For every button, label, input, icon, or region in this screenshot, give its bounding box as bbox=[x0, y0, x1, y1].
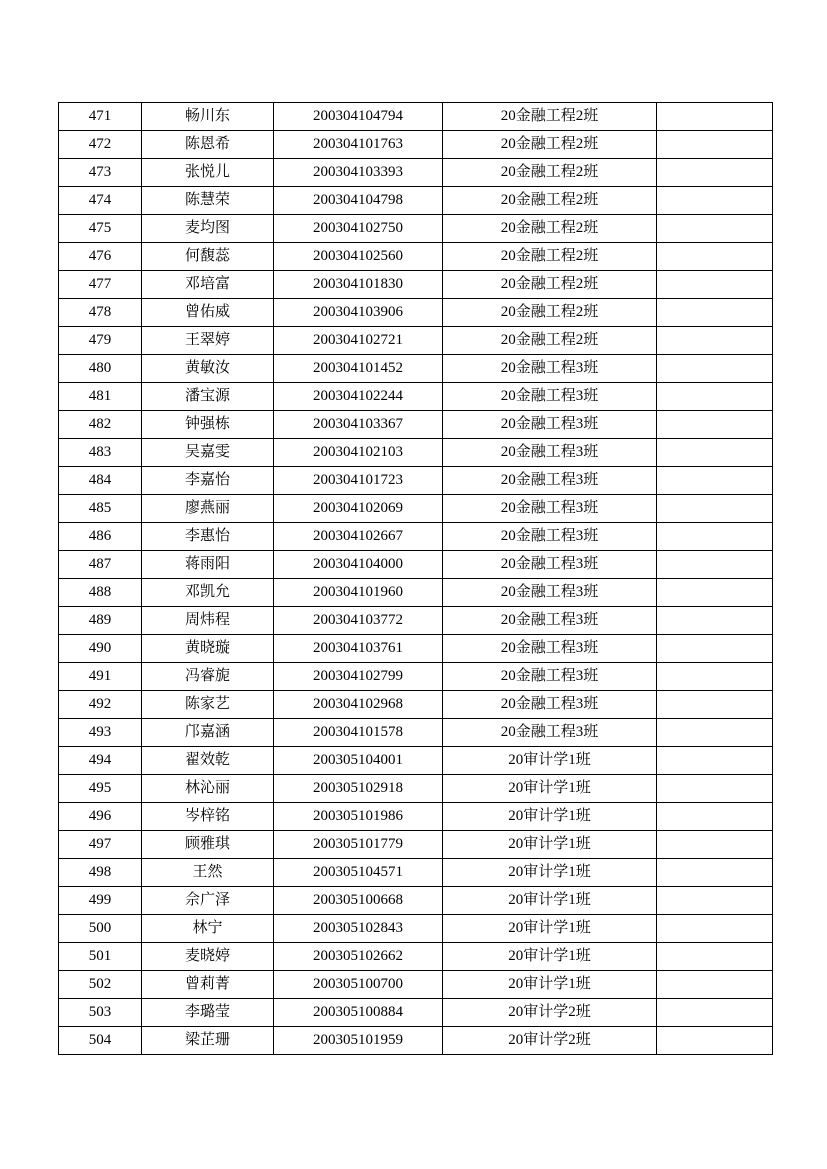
table-row bbox=[59, 327, 773, 355]
row-number-cell: 478 bbox=[59, 299, 142, 327]
student-id-cell: 200304102244 bbox=[274, 383, 443, 411]
remark-cell bbox=[657, 803, 773, 831]
student-name-cell: 佘广泽 bbox=[142, 887, 274, 915]
row-number-cell: 480 bbox=[59, 355, 142, 383]
remark-cell bbox=[657, 775, 773, 803]
student-name-cell: 麦晓婷 bbox=[142, 943, 274, 971]
row-number-cell: 499 bbox=[59, 887, 142, 915]
student-name-cell: 黄晓璇 bbox=[142, 635, 274, 663]
student-roster-table bbox=[58, 102, 773, 1055]
student-name-cell: 邓培富 bbox=[142, 271, 274, 299]
student-name-cell: 何馥蕊 bbox=[142, 243, 274, 271]
class-name-cell: 20金融工程2班 bbox=[443, 187, 657, 215]
row-number-cell: 476 bbox=[59, 243, 142, 271]
table-row bbox=[59, 523, 773, 551]
row-number-cell: 494 bbox=[59, 747, 142, 775]
table-row bbox=[59, 187, 773, 215]
row-number-cell: 492 bbox=[59, 691, 142, 719]
student-name-cell: 林沁丽 bbox=[142, 775, 274, 803]
remark-cell bbox=[657, 103, 773, 131]
table-row bbox=[59, 215, 773, 243]
student-id-cell: 200304102968 bbox=[274, 691, 443, 719]
class-name-cell: 20审计学1班 bbox=[443, 887, 657, 915]
student-id-cell: 200304102560 bbox=[274, 243, 443, 271]
row-number-cell: 503 bbox=[59, 999, 142, 1027]
remark-cell bbox=[657, 523, 773, 551]
student-id-cell: 200304103367 bbox=[274, 411, 443, 439]
remark-cell bbox=[657, 299, 773, 327]
student-name-cell: 钟强栋 bbox=[142, 411, 274, 439]
remark-cell bbox=[657, 159, 773, 187]
table-row bbox=[59, 159, 773, 187]
student-id-cell: 200304104000 bbox=[274, 551, 443, 579]
table-row bbox=[59, 271, 773, 299]
class-name-cell: 20金融工程3班 bbox=[443, 719, 657, 747]
remark-cell bbox=[657, 215, 773, 243]
student-name-cell: 陈恩希 bbox=[142, 131, 274, 159]
class-name-cell: 20金融工程3班 bbox=[443, 467, 657, 495]
student-id-cell: 200304102721 bbox=[274, 327, 443, 355]
row-number-cell: 489 bbox=[59, 607, 142, 635]
table-row bbox=[59, 943, 773, 971]
student-id-cell: 200304103772 bbox=[274, 607, 443, 635]
remark-cell bbox=[657, 859, 773, 887]
row-number-cell: 493 bbox=[59, 719, 142, 747]
class-name-cell: 20审计学1班 bbox=[443, 859, 657, 887]
row-number-cell: 486 bbox=[59, 523, 142, 551]
row-number-cell: 490 bbox=[59, 635, 142, 663]
class-name-cell: 20金融工程3班 bbox=[443, 607, 657, 635]
row-number-cell: 491 bbox=[59, 663, 142, 691]
student-id-cell: 200304104798 bbox=[274, 187, 443, 215]
student-name-cell: 曾佑威 bbox=[142, 299, 274, 327]
class-name-cell: 20金融工程2班 bbox=[443, 327, 657, 355]
student-id-cell: 200304102667 bbox=[274, 523, 443, 551]
student-name-cell: 张悦儿 bbox=[142, 159, 274, 187]
student-id-cell: 200305101986 bbox=[274, 803, 443, 831]
remark-cell bbox=[657, 971, 773, 999]
remark-cell bbox=[657, 467, 773, 495]
row-number-cell: 471 bbox=[59, 103, 142, 131]
class-name-cell: 20审计学1班 bbox=[443, 775, 657, 803]
student-name-cell: 陈慧荣 bbox=[142, 187, 274, 215]
table-row bbox=[59, 663, 773, 691]
table-row bbox=[59, 971, 773, 999]
class-name-cell: 20金融工程3班 bbox=[443, 663, 657, 691]
remark-cell bbox=[657, 831, 773, 859]
student-name-cell: 廖燕丽 bbox=[142, 495, 274, 523]
remark-cell bbox=[657, 691, 773, 719]
class-name-cell: 20审计学1班 bbox=[443, 747, 657, 775]
table-row bbox=[59, 551, 773, 579]
roster-body bbox=[59, 103, 773, 1055]
table-row bbox=[59, 635, 773, 663]
table-row bbox=[59, 859, 773, 887]
table-row bbox=[59, 831, 773, 859]
remark-cell bbox=[657, 355, 773, 383]
row-number-cell: 479 bbox=[59, 327, 142, 355]
class-name-cell: 20金融工程2班 bbox=[443, 299, 657, 327]
class-name-cell: 20审计学1班 bbox=[443, 971, 657, 999]
remark-cell bbox=[657, 411, 773, 439]
table-row bbox=[59, 607, 773, 635]
student-name-cell: 黄敏汝 bbox=[142, 355, 274, 383]
student-id-cell: 200305100668 bbox=[274, 887, 443, 915]
student-name-cell: 曾莉菁 bbox=[142, 971, 274, 999]
class-name-cell: 20审计学2班 bbox=[443, 999, 657, 1027]
student-name-cell: 潘宝源 bbox=[142, 383, 274, 411]
student-id-cell: 200305102918 bbox=[274, 775, 443, 803]
class-name-cell: 20审计学1班 bbox=[443, 915, 657, 943]
table-row bbox=[59, 299, 773, 327]
class-name-cell: 20金融工程2班 bbox=[443, 215, 657, 243]
remark-cell bbox=[657, 383, 773, 411]
student-name-cell: 陈家艺 bbox=[142, 691, 274, 719]
student-name-cell: 王然 bbox=[142, 859, 274, 887]
student-id-cell: 200304102103 bbox=[274, 439, 443, 467]
remark-cell bbox=[657, 943, 773, 971]
row-number-cell: 504 bbox=[59, 1027, 142, 1055]
class-name-cell: 20金融工程3班 bbox=[443, 495, 657, 523]
student-id-cell: 200304103393 bbox=[274, 159, 443, 187]
remark-cell bbox=[657, 1027, 773, 1055]
student-id-cell: 200304103906 bbox=[274, 299, 443, 327]
student-id-cell: 200304101578 bbox=[274, 719, 443, 747]
student-name-cell: 周炜程 bbox=[142, 607, 274, 635]
row-number-cell: 472 bbox=[59, 131, 142, 159]
table-row bbox=[59, 131, 773, 159]
student-id-cell: 200304102069 bbox=[274, 495, 443, 523]
row-number-cell: 497 bbox=[59, 831, 142, 859]
student-id-cell: 200304103761 bbox=[274, 635, 443, 663]
table-row bbox=[59, 355, 773, 383]
remark-cell bbox=[657, 187, 773, 215]
remark-cell bbox=[657, 271, 773, 299]
student-id-cell: 200304102799 bbox=[274, 663, 443, 691]
row-number-cell: 498 bbox=[59, 859, 142, 887]
student-id-cell: 200305104001 bbox=[274, 747, 443, 775]
row-number-cell: 483 bbox=[59, 439, 142, 467]
student-id-cell: 200304101960 bbox=[274, 579, 443, 607]
class-name-cell: 20金融工程2班 bbox=[443, 103, 657, 131]
table-row bbox=[59, 495, 773, 523]
table-row bbox=[59, 467, 773, 495]
remark-cell bbox=[657, 495, 773, 523]
student-id-cell: 200305100884 bbox=[274, 999, 443, 1027]
student-id-cell: 200304101723 bbox=[274, 467, 443, 495]
student-name-cell: 冯睿旎 bbox=[142, 663, 274, 691]
student-name-cell: 李惠怡 bbox=[142, 523, 274, 551]
remark-cell bbox=[657, 551, 773, 579]
remark-cell bbox=[657, 747, 773, 775]
row-number-cell: 473 bbox=[59, 159, 142, 187]
remark-cell bbox=[657, 915, 773, 943]
table-row bbox=[59, 775, 773, 803]
remark-cell bbox=[657, 887, 773, 915]
class-name-cell: 20金融工程2班 bbox=[443, 243, 657, 271]
table-row bbox=[59, 579, 773, 607]
remark-cell bbox=[657, 663, 773, 691]
class-name-cell: 20金融工程3班 bbox=[443, 635, 657, 663]
student-name-cell: 吴嘉雯 bbox=[142, 439, 274, 467]
table-row bbox=[59, 915, 773, 943]
table-row bbox=[59, 999, 773, 1027]
remark-cell bbox=[657, 635, 773, 663]
row-number-cell: 475 bbox=[59, 215, 142, 243]
student-name-cell: 翟效乾 bbox=[142, 747, 274, 775]
table-row bbox=[59, 747, 773, 775]
table-row bbox=[59, 1027, 773, 1055]
student-name-cell: 顾雅琪 bbox=[142, 831, 274, 859]
table-row bbox=[59, 887, 773, 915]
student-name-cell: 梁芷珊 bbox=[142, 1027, 274, 1055]
table-row bbox=[59, 383, 773, 411]
table-row bbox=[59, 691, 773, 719]
table-row bbox=[59, 243, 773, 271]
remark-cell bbox=[657, 131, 773, 159]
class-name-cell: 20金融工程3班 bbox=[443, 523, 657, 551]
row-number-cell: 488 bbox=[59, 579, 142, 607]
student-id-cell: 200305101779 bbox=[274, 831, 443, 859]
table-row bbox=[59, 411, 773, 439]
remark-cell bbox=[657, 243, 773, 271]
student-id-cell: 200305101959 bbox=[274, 1027, 443, 1055]
class-name-cell: 20金融工程3班 bbox=[443, 383, 657, 411]
row-number-cell: 484 bbox=[59, 467, 142, 495]
row-number-cell: 501 bbox=[59, 943, 142, 971]
remark-cell bbox=[657, 439, 773, 467]
student-name-cell: 麦均图 bbox=[142, 215, 274, 243]
student-name-cell: 王翠婷 bbox=[142, 327, 274, 355]
student-id-cell: 200304101452 bbox=[274, 355, 443, 383]
row-number-cell: 477 bbox=[59, 271, 142, 299]
student-name-cell: 邓凯允 bbox=[142, 579, 274, 607]
class-name-cell: 20金融工程3班 bbox=[443, 411, 657, 439]
student-name-cell: 李嘉怡 bbox=[142, 467, 274, 495]
class-name-cell: 20金融工程2班 bbox=[443, 271, 657, 299]
class-name-cell: 20金融工程3班 bbox=[443, 551, 657, 579]
row-number-cell: 481 bbox=[59, 383, 142, 411]
remark-cell bbox=[657, 719, 773, 747]
row-number-cell: 496 bbox=[59, 803, 142, 831]
student-id-cell: 200304101830 bbox=[274, 271, 443, 299]
student-name-cell: 岑梓铭 bbox=[142, 803, 274, 831]
remark-cell bbox=[657, 327, 773, 355]
student-name-cell: 畅川东 bbox=[142, 103, 274, 131]
remark-cell bbox=[657, 579, 773, 607]
student-id-cell: 200304102750 bbox=[274, 215, 443, 243]
student-id-cell: 200305102843 bbox=[274, 915, 443, 943]
row-number-cell: 485 bbox=[59, 495, 142, 523]
class-name-cell: 20金融工程3班 bbox=[443, 355, 657, 383]
student-id-cell: 200304104794 bbox=[274, 103, 443, 131]
student-name-cell: 邝嘉涵 bbox=[142, 719, 274, 747]
student-name-cell: 林宁 bbox=[142, 915, 274, 943]
student-name-cell: 李璐莹 bbox=[142, 999, 274, 1027]
table-row bbox=[59, 103, 773, 131]
class-name-cell: 20审计学1班 bbox=[443, 831, 657, 859]
class-name-cell: 20金融工程3班 bbox=[443, 439, 657, 467]
student-id-cell: 200305102662 bbox=[274, 943, 443, 971]
row-number-cell: 495 bbox=[59, 775, 142, 803]
table-row bbox=[59, 803, 773, 831]
remark-cell bbox=[657, 607, 773, 635]
class-name-cell: 20金融工程3班 bbox=[443, 691, 657, 719]
class-name-cell: 20金融工程2班 bbox=[443, 159, 657, 187]
row-number-cell: 474 bbox=[59, 187, 142, 215]
class-name-cell: 20金融工程2班 bbox=[443, 131, 657, 159]
row-number-cell: 482 bbox=[59, 411, 142, 439]
class-name-cell: 20金融工程3班 bbox=[443, 579, 657, 607]
student-id-cell: 200304101763 bbox=[274, 131, 443, 159]
student-id-cell: 200305100700 bbox=[274, 971, 443, 999]
row-number-cell: 487 bbox=[59, 551, 142, 579]
student-id-cell: 200305104571 bbox=[274, 859, 443, 887]
table-row bbox=[59, 439, 773, 467]
row-number-cell: 502 bbox=[59, 971, 142, 999]
table-row bbox=[59, 719, 773, 747]
student-name-cell: 蒋雨阳 bbox=[142, 551, 274, 579]
remark-cell bbox=[657, 999, 773, 1027]
row-number-cell: 500 bbox=[59, 915, 142, 943]
class-name-cell: 20审计学1班 bbox=[443, 803, 657, 831]
class-name-cell: 20审计学2班 bbox=[443, 1027, 657, 1055]
class-name-cell: 20审计学1班 bbox=[443, 943, 657, 971]
